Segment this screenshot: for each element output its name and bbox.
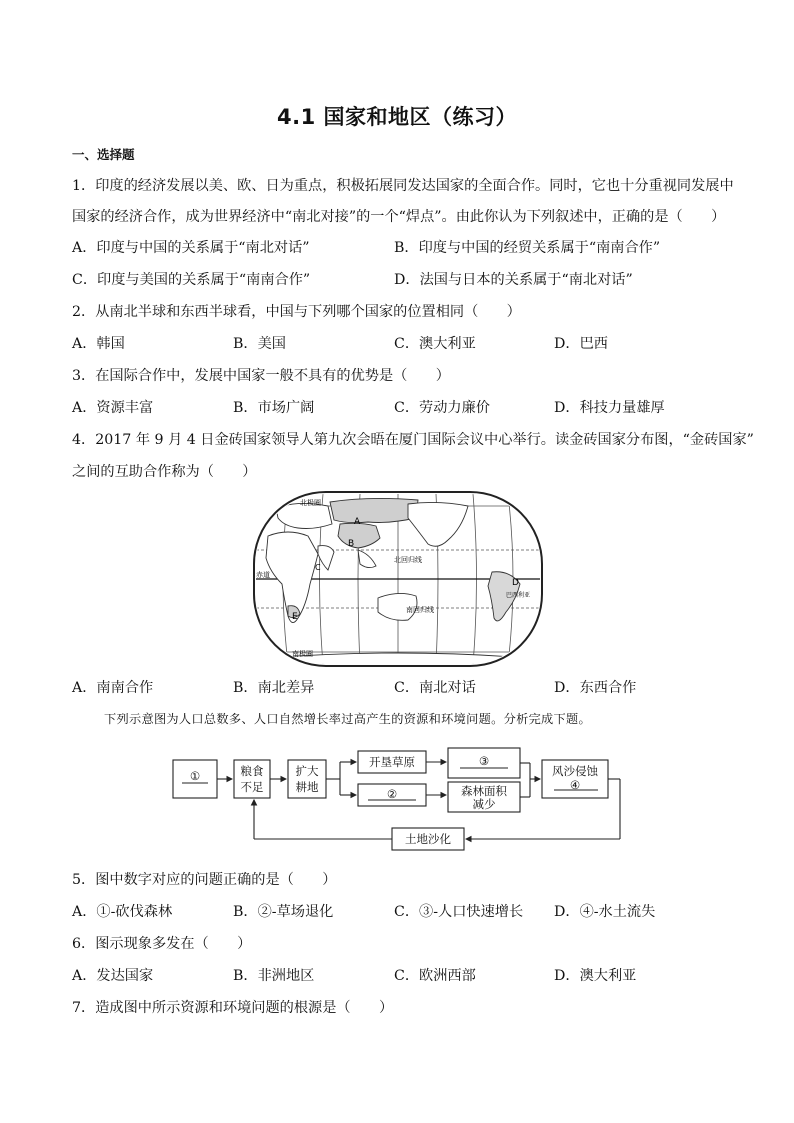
flow-text-wind-1: 风沙侵蚀 [552, 764, 598, 778]
q3-option-b[interactable]: B．市场广阔 [233, 400, 315, 416]
q4-option-c[interactable]: C．南北对话 [394, 680, 476, 696]
map-label-a: A [354, 517, 361, 527]
q6-option-c[interactable]: C．欧洲西部 [394, 968, 476, 984]
problem-flowchart [170, 746, 626, 854]
flow-text-grain-1: 粮食 [240, 764, 264, 778]
q1-option-a[interactable]: A．印度与中国的关系属于“南北对话” [72, 240, 310, 256]
flow-text-wind-2: ④ [569, 778, 581, 792]
map-antarctic-circle-label: 南极圈 [292, 650, 313, 658]
q2-option-a[interactable]: A．韩国 [72, 336, 125, 352]
map-tropic-capricorn-label: 南回归线 [406, 606, 434, 614]
q6-option-a[interactable]: A．发达国家 [72, 968, 154, 984]
q6-stem: 6．图示现象多发在（ ） [72, 936, 252, 952]
q5-option-a[interactable]: A．①-砍伐森林 [72, 904, 173, 920]
q5-option-c[interactable]: C．③-人口快速增长 [394, 904, 524, 920]
flow-text-expand-2: 耕地 [295, 780, 319, 794]
flow-text-grain-2: 不足 [240, 780, 264, 794]
section-heading: 一、选择题 [72, 147, 135, 162]
flow-text-desert: 土地沙化 [405, 832, 451, 846]
q4-stem-line2: 之间的互助合作称为（ ） [72, 464, 257, 480]
map-equator-label: 赤道 [256, 571, 270, 579]
q2-stem: 2．从南北半球和东西半球看，中国与下列哪个国家的位置相同（ ） [72, 304, 521, 320]
q3-option-d[interactable]: D．科技力量雄厚 [554, 400, 665, 416]
q1-option-b[interactable]: B．印度与中国的经贸关系属于“南南合作” [394, 240, 661, 256]
map-arctic-circle-label: 北极圈 [300, 499, 321, 507]
q5-stem: 5．图中数字对应的问题正确的是（ ） [72, 872, 337, 888]
flow-text-3: ③ [478, 754, 490, 768]
flow-text-expand-1: 扩大 [295, 764, 319, 778]
q4-stem-line1: 4．2017 年 9 月 4 日金砖国家领导人第九次会晤在厦门国际会议中心举行。读金砖国家分布图，“金砖国家” [72, 432, 754, 448]
q6-option-b[interactable]: B．非洲地区 [233, 968, 315, 984]
q3-stem: 3．在国际合作中，发展中国家一般不具有的优势是（ ） [72, 368, 450, 384]
q7-stem: 7．造成图中所示资源和环境问题的根源是（ ） [72, 1000, 394, 1016]
q4-option-b[interactable]: B．南北差异 [233, 680, 315, 696]
flow-text-1: ① [189, 769, 201, 783]
q2-option-d[interactable]: D．巴西 [554, 336, 608, 352]
map-tropic-cancer-label: 北回归线 [394, 556, 422, 564]
q1-stem-line1: 1．印度的经济发展以美、欧、日为重点，积极拓展同发达国家的全面合作。同时，它也十分重视同发展中 [72, 178, 734, 194]
q2-option-b[interactable]: B．美国 [233, 336, 286, 352]
map-label-c: C [315, 563, 321, 572]
q6-option-d[interactable]: D．澳大利亚 [554, 968, 637, 984]
q1-option-c[interactable]: C．印度与美国的关系属于“南南合作” [72, 272, 311, 288]
flowchart-intro: 下列示意图为人口总数多、人口自然增长率过高产生的资源和环境问题。分析完成下题。 [104, 712, 592, 726]
flow-text-reclaim: 开垦草原 [369, 755, 415, 769]
flow-text-forest-2: 减少 [472, 797, 496, 811]
q4-option-a[interactable]: A．南南合作 [72, 680, 154, 696]
q1-stem-line2: 国家的经济合作，成为世界经济中“南北对接”的一个“焊点”。由此你认为下列叙述中，正确的是（ ） [72, 209, 726, 225]
map-label-d: D [512, 578, 519, 588]
q5-option-d[interactable]: D．④-水土流失 [554, 904, 656, 920]
q3-option-a[interactable]: A．资源丰富 [72, 400, 154, 416]
flow-text-forest-1: 森林面积 [461, 784, 507, 798]
q4-option-d[interactable]: D．东西合作 [554, 680, 637, 696]
q3-option-c[interactable]: C．劳动力廉价 [394, 400, 490, 416]
flow-text-2: ② [386, 787, 398, 801]
map-label-b: B [348, 539, 355, 549]
q2-option-c[interactable]: C．澳大利亚 [394, 336, 476, 352]
q5-option-b[interactable]: B．②-草场退化 [233, 904, 334, 920]
q1-option-d[interactable]: D．法国与日本的关系属于“南北对话” [394, 272, 633, 288]
page-title: 4.1 国家和地区（练习） [276, 105, 517, 129]
brics-world-map [248, 488, 548, 670]
map-label-e: E [292, 612, 298, 622]
map-brasilia-label: 巴西利亚 [506, 592, 531, 599]
